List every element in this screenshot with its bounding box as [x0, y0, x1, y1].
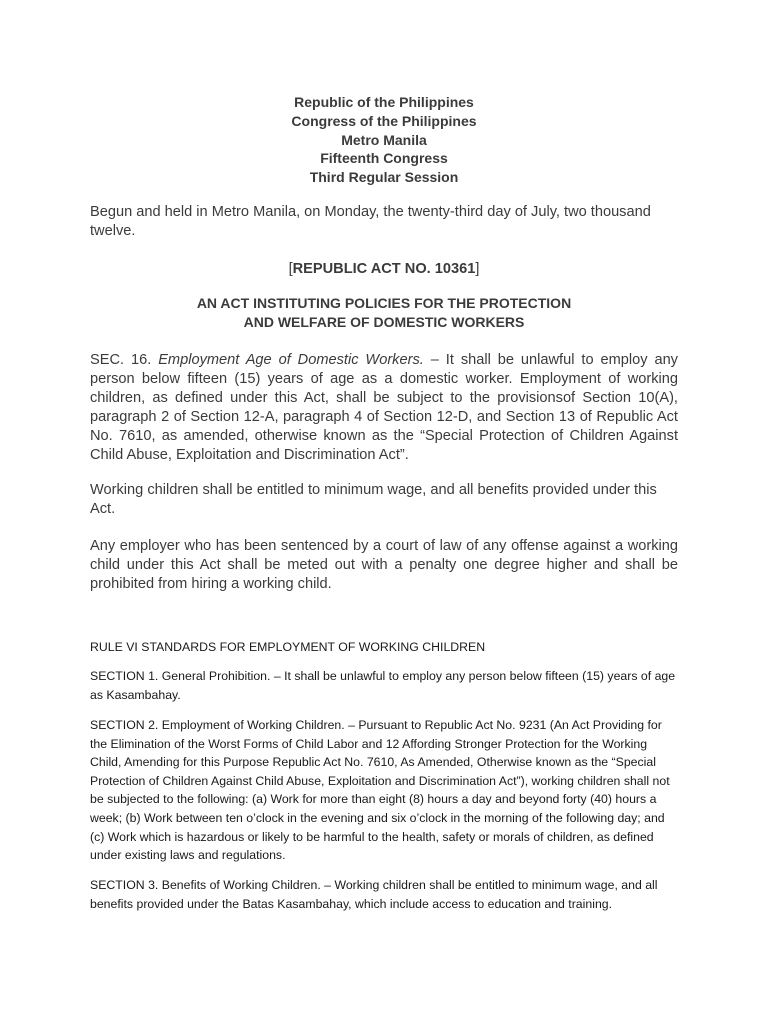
- section-16-heading: Employment Age of Domestic Workers.: [158, 352, 424, 368]
- wage-paragraph: Working children shall be entitled to minimum wage, and all benefits provided under this Act.: [90, 482, 657, 517]
- act-title-line1: AN ACT INSTITUTING POLICIES FOR THE PROTECTION: [196, 295, 572, 311]
- act-title: [0, 294, 768, 332]
- act-number-label: REPUBLIC ACT NO. 10361: [292, 261, 476, 277]
- section-16-body: – It shall be unlawful to employ any person below fifteen (15) years of age as a domestic worker. Employment of working children, as defined under this Act, shall be subject to the provisionsof Section 10(A), paragraph 2 of Section 12-A, paragraph 4 of Section 12-D, and Section 13 of Republic Act No. 7610, as amended, otherwise known as the “Special Protection of Children Against Child Abuse, Exploitation and Discrimination Act”.: [90, 352, 678, 463]
- rule-section-3: SECTION 3. Benefits of Working Children. – Working children shall be entitled to minimum wage, and all benefits provided under the Batas Kasambahay, which include access to education and training.: [90, 878, 658, 911]
- header-location: Metro Manila: [341, 131, 427, 148]
- act-title-line2: AND WELFARE OF DOMESTIC WORKERS: [243, 314, 525, 330]
- act-number-open-bracket: [: [288, 261, 293, 277]
- header-session: Third Regular Session: [309, 169, 459, 186]
- begun-paragraph: Begun and held in Metro Manila, on Monday, the twenty-third day of July, two thousand twelve.: [90, 204, 651, 239]
- document-header: [0, 93, 768, 187]
- rule-section-2: SECTION 2. Employment of Working Children. – Pursuant to Republic Act No. 9231 (An Act Providing for the Elimination of the Worst Forms of Child Labor and 12 Affording Stronger Protection for the Working Child, Amending for this Purpose Republic Act No. 7610, As Amended, Otherwise known as the “Special Protection of Children Against Child Abuse, Exploitation and Discrimination Act”), working children shall not be subjected to the following: (a) Work for more than eight (8) hours a day and beyond forty (40) hours a week; (b) Work between ten o’clock in the evening and six o’clock in the morning of the following day; and (c) Work which is hazardous or likely to be harmful to the health, safety or morals of children, as defined under existing laws and regulations.: [90, 718, 670, 863]
- act-number-close-bracket: ]: [475, 261, 480, 277]
- employer-penalty-paragraph: Any employer who has been sentenced by a court of law of any offense against a working child under this Act shall be meted out with a penalty one degree higher and shall be prohibited from hiring a working child.: [90, 538, 678, 592]
- section-16-prefix: SEC. 16.: [90, 352, 159, 368]
- header-congress-number: Fifteenth Congress: [320, 150, 448, 167]
- rule-section-1: SECTION 1. General Prohibition. – It shall be unlawful to employ any person below fifteen (15) years of age as Kasambahay.: [90, 669, 676, 702]
- rule-title: RULE VI STANDARDS FOR EMPLOYMENT OF WORKING CHILDREN: [90, 640, 486, 654]
- act-number: [0, 260, 768, 279]
- header-country: Republic of the Philippines: [294, 94, 474, 110]
- header-congress: Congress of the Philippines: [291, 112, 477, 129]
- section-16-paragraph: [90, 351, 678, 465]
